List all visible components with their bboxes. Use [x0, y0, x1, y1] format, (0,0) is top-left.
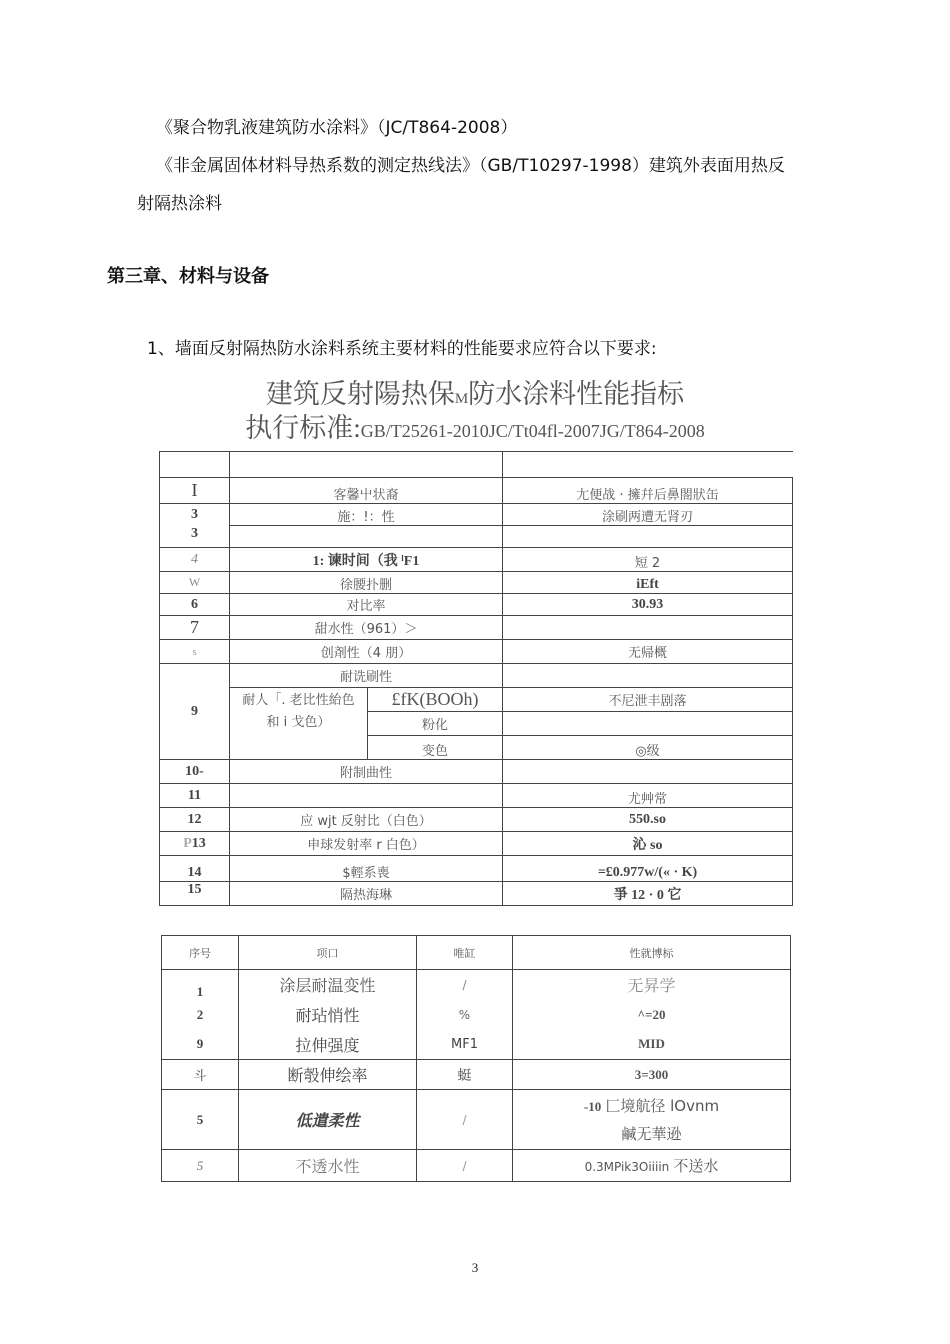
- indicator: ^=20: [513, 1000, 791, 1030]
- indicator-value: 0.3MPik3Oiiiin: [584, 1160, 670, 1174]
- row-number: 1: [162, 970, 239, 1000]
- indicator: [513, 1150, 791, 1182]
- unit: 蜓: [417, 1060, 513, 1090]
- table1-title-part: 防水涂料性能指标: [468, 379, 685, 409]
- table-header-row: [162, 936, 791, 970]
- reference-text: 《非金属固体材料导热系数的测定热线法》（GB/T10297-1998）建筑外表面用热反: [156, 156, 785, 176]
- sub-item-name: £fK(BOOh): [368, 688, 503, 712]
- standard-value: GB/T25261-2010JC/Tt04fl-2007JG/T864-2008: [360, 421, 705, 441]
- header-unit: 唯缸: [417, 936, 513, 970]
- row-number: 5: [162, 1090, 239, 1150]
- indicator-text: 匚境航径 lOvnm: [605, 1096, 720, 1115]
- row-number: 9: [160, 664, 230, 760]
- sub-item-name: 变色: [368, 736, 503, 760]
- item-value: 涂刷两遭无肾刃: [503, 504, 793, 526]
- indicator: 3=300: [513, 1060, 791, 1090]
- item-value: 沁 so: [503, 832, 793, 856]
- item-name: 拉伸强度: [239, 1030, 417, 1060]
- table-row: [160, 526, 793, 548]
- indicator: [513, 1090, 791, 1150]
- item-name: [230, 526, 503, 548]
- indicator: 无昇学: [513, 970, 791, 1000]
- item-name: 施：!：性: [230, 504, 503, 526]
- header-no: 序号: [162, 936, 239, 970]
- item-value: 短 2: [503, 548, 793, 572]
- unit: MF1: [417, 1030, 513, 1060]
- table-row: [160, 548, 793, 572]
- table-row: [162, 1090, 791, 1150]
- table-row: [160, 504, 793, 526]
- row-number: 10-: [160, 760, 230, 784]
- item-value: 爭 12 · 0 它: [503, 882, 793, 906]
- unit: /: [417, 1090, 513, 1150]
- row-number: W: [160, 572, 230, 594]
- row-number: 2: [162, 1000, 239, 1030]
- row-number-text: 13: [191, 835, 206, 851]
- table-row: [160, 572, 793, 594]
- chapter-title: 第三章、材料与设备: [107, 266, 269, 287]
- item-value: ◎级: [503, 736, 793, 760]
- table-row: [160, 832, 793, 856]
- table-row: [162, 1150, 791, 1182]
- row-number: 4: [160, 548, 230, 572]
- row-number: 6: [160, 594, 230, 616]
- item-name: 断彀伸绘率: [239, 1060, 417, 1090]
- table-row: [160, 688, 793, 712]
- row-number: 5: [162, 1150, 239, 1182]
- row-prefix: P: [183, 835, 192, 851]
- indicator: MID: [513, 1030, 791, 1060]
- row-number: 11: [160, 784, 230, 808]
- row-number: [160, 832, 230, 856]
- item-name: 申球发射率 r 白色）: [230, 832, 503, 856]
- material-table: [161, 935, 791, 1182]
- item-value: 550.so: [503, 808, 793, 832]
- item-value: [503, 712, 793, 736]
- row-number: 3: [160, 504, 230, 526]
- page-number: 3: [471, 1260, 479, 1275]
- row-number: 斗: [162, 1060, 239, 1090]
- reference-text: 《聚合物乳液建筑防水涂料》（JC/T864-2008）: [156, 118, 518, 138]
- item-name: $輕系喪: [230, 856, 503, 882]
- indicator-line: [513, 1093, 790, 1121]
- header-indicator: 性就博标: [513, 936, 791, 970]
- standard-label: 执行标准:: [245, 413, 361, 443]
- item-value: 不尼泄丰剧落: [503, 688, 793, 712]
- item-name: 徐腰扑删: [230, 572, 503, 594]
- item-name: [239, 1090, 417, 1150]
- indicator-value: -10: [583, 1098, 602, 1114]
- unit: /: [417, 1150, 513, 1182]
- item-value: 尤艸常: [503, 784, 793, 808]
- indicator-line: 鹹无華逊: [621, 1124, 682, 1143]
- item-name-text: 低遣柔性: [295, 1111, 360, 1130]
- item-value: iEft: [503, 572, 793, 594]
- table-row: [160, 784, 793, 808]
- table1-title-part: 建筑反射陽热保: [265, 379, 455, 409]
- table-row: [162, 970, 791, 1000]
- row-number: s: [160, 640, 230, 664]
- item-name: 对比率: [230, 594, 503, 616]
- performance-table: [159, 451, 793, 906]
- item-value: [503, 616, 793, 640]
- table-row: [160, 664, 793, 688]
- table-row: [162, 1060, 791, 1090]
- item-name: 1: 谏时间（我 ˡF1: [230, 548, 503, 572]
- reference-gb-t10297: [156, 156, 785, 176]
- indicator-text: 不送水: [673, 1157, 719, 1175]
- table-row: [160, 478, 793, 504]
- table-row: [160, 808, 793, 832]
- table-cell: [160, 452, 230, 478]
- item-name: 隔热海琳: [230, 882, 503, 906]
- reference-text: 射隔热涂料: [137, 194, 222, 214]
- table-row: [162, 1000, 791, 1030]
- item-name: 创剤性（4 朋）: [230, 640, 503, 664]
- item-value: 30.93: [503, 594, 793, 616]
- row-number: 15: [160, 882, 230, 906]
- item-value: [503, 760, 793, 784]
- item-value: [503, 526, 793, 548]
- table-row: [160, 452, 793, 478]
- unit: %: [417, 1000, 513, 1030]
- table1-title-part: M: [454, 391, 469, 407]
- table-cell: [230, 452, 503, 478]
- row-number: 7: [160, 616, 230, 640]
- item-value: =£0.977w/(« · K): [503, 856, 793, 882]
- sub-item-name: 粉化: [368, 712, 503, 736]
- row-number: 9: [162, 1030, 239, 1060]
- table-row: [160, 856, 793, 882]
- item-name: 客馨屮状裔: [230, 478, 503, 504]
- reference-continuation: [137, 194, 222, 214]
- header-item: 项口: [239, 936, 417, 970]
- table-row: [160, 616, 793, 640]
- item-value: 尢便战 · 擁幷后鼻閤狀缶: [503, 478, 793, 504]
- item-name: 应 wjt 反射比（白色）: [230, 808, 503, 832]
- item-name: 耐玷悄性: [239, 1000, 417, 1030]
- row-number: 3: [160, 526, 230, 548]
- item-name: 涂层耐温变性: [239, 970, 417, 1000]
- row-number: 14: [160, 856, 230, 882]
- unit: /: [417, 970, 513, 1000]
- row-number: 12: [160, 808, 230, 832]
- table-row: [160, 882, 793, 906]
- table-cell: [503, 452, 793, 478]
- item-name: [230, 784, 503, 808]
- table-row: [160, 594, 793, 616]
- reference-jc-t864: [156, 118, 517, 138]
- table-row: [160, 640, 793, 664]
- item-name: 不透水性: [239, 1150, 417, 1182]
- item-value: [503, 664, 793, 688]
- item-name: 甜水性（961）＞: [230, 616, 503, 640]
- row-number: I: [160, 478, 230, 504]
- item-name: 耐人「. 老比性紿色和 i 戈色）: [230, 688, 368, 760]
- intro-paragraph: 1、墙面反射隔热防水涂料系统主要材料的性能要求应符合以下要求:: [147, 339, 657, 359]
- table-row: [160, 760, 793, 784]
- table1-standard: [0, 406, 950, 445]
- table-row: [162, 1030, 791, 1060]
- item-value: 无帰概: [503, 640, 793, 664]
- item-name: 附制曲性: [230, 760, 503, 784]
- item-name: 耐诜刷性: [230, 664, 503, 688]
